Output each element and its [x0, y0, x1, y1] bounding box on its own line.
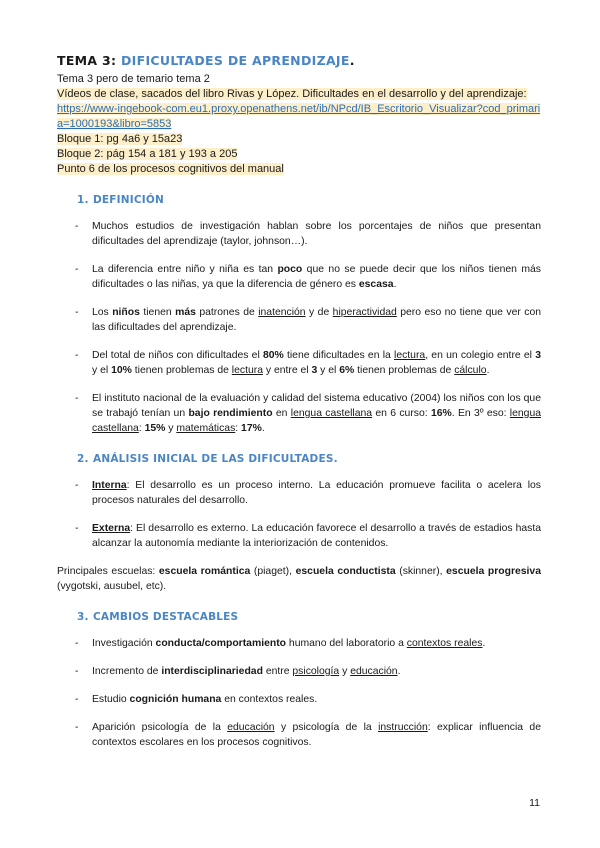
- list-item: - Interna: El desarrollo es un proceso interno. La educación promueve facilita o acelera los procesos naturales del desarrollo.: [75, 480, 541, 506]
- page-number: 11: [529, 797, 540, 809]
- list-item: - Aparición psicología de la educación y psicología de la instrucción: explicar influencia de contextos escolares en los procesos cognitivos.: [75, 722, 541, 748]
- list-item: - Investigación conducta/comportamiento humano del laboratorio a contextos reales.: [75, 638, 486, 649]
- section-heading-analisis: 2. ANÁLISIS INICIAL DE LAS DIFICULTADES.: [77, 453, 338, 465]
- punto-6: Punto 6 de los procesos cognitivos del manual: [57, 163, 284, 175]
- section-heading-cambios: 3. CAMBIOS DESTACABLES: [77, 611, 239, 623]
- page-title: TEMA 3: DIFICULTADES DE APRENDIZAJE.: [57, 53, 355, 68]
- section-heading-definicion: 1. DEFINICIÓN: [77, 194, 164, 206]
- bloque-2: Bloque 2: pág 154 a 181 y 193 a 205: [57, 148, 238, 160]
- list-item: - El instituto nacional de la evaluación y calidad del sistema educativo (2004) los niños con los que se trabajó tenían un bajo rendimiento en lengua castellana en 6 curso: 16%. En 3º eso: lengua castellana: 15% y matemáticas: 17%.: [75, 393, 541, 434]
- title-accent: DIFICULTADES DE APRENDIZAJE: [120, 53, 350, 68]
- list-item: - Los niños tienen más patrones de inatención y de hiperactividad pero eso no tiene que ver con las dificultades del aprendizaje.: [75, 307, 542, 333]
- videos-note: Vídeos de clase, sacados del libro Rivas y López. Dificultades en el desarrollo y del aprendizaje:: [57, 88, 527, 100]
- book-link[interactable]: https://www-ingebook-com.eu1.proxy.openathens.net/ib/NPcd/IB_Escritorio_Visualizar?cod_primaria=1000193&libro=5853: [57, 103, 541, 130]
- list-item: - Del total de niños con dificultades el 80% tiene dificultades en la lectura, en un colegio entre el 3 y el 10% tienen problemas de lectura y entre el 3 y el 6% tienen problemas de cálculo.: [75, 350, 541, 376]
- list-item: - Estudio cognición humana en contextos reales.: [75, 694, 318, 705]
- list-item: - Externa: El desarrollo es externo. La educación favorece el desarrollo a través de estadios hasta alcanzar la autonomía mediante la interiorización de contenidos.: [75, 523, 541, 549]
- bloque-1: Bloque 1: pg 4a6 y 15a23: [57, 133, 183, 145]
- list-item: - Muchos estudios de investigación hablan sobre los porcentajes de niños que presentan dificultades del aprendizaje (taylor, johnson…).: [75, 221, 541, 247]
- list-item: - Incremento de interdisciplinariedad entre psicología y educación.: [75, 666, 401, 677]
- subtitle: Tema 3 pero de temario tema 2: [57, 73, 210, 85]
- escuelas-paragraph: Principales escuelas: escuela romántica (piaget), escuela conductista (skinner), escuela progresiva (vygotski, ausubel, etc).: [57, 566, 541, 592]
- list-item: - La diferencia entre niño y niña es tan poco que no se puede decir que los niños tienen más dificultades o las niñas, ya que la diferencia de género es escasa.: [75, 264, 541, 290]
- document-page: [57, 52, 541, 763]
